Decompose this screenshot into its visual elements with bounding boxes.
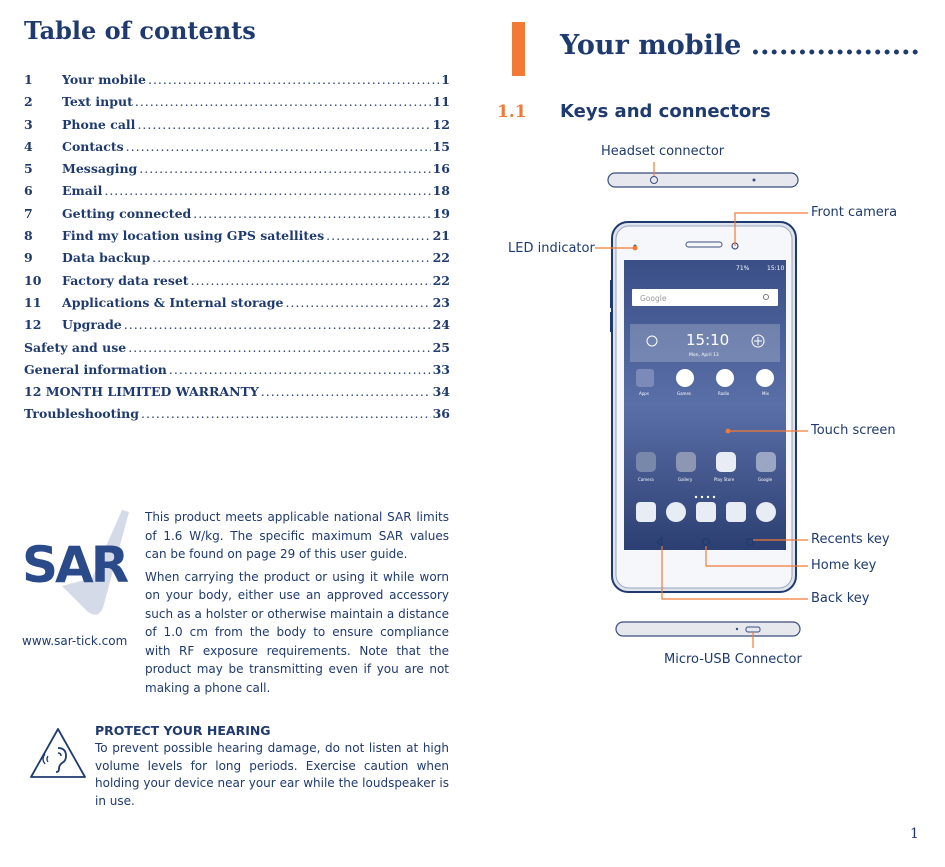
toc-entry-page: 1 — [441, 72, 450, 87]
toc-entry-number: 5 — [24, 161, 33, 177]
toc-entry[interactable] — [24, 117, 450, 139]
label-headset-connector: Headset connector — [601, 144, 725, 159]
toc-entry[interactable] — [24, 317, 450, 339]
toc-entry-page: 12 — [432, 116, 450, 132]
phone-bottom-edge — [616, 622, 800, 636]
label-home-key: Home key — [811, 558, 877, 573]
toc-entry-page: 24 — [432, 317, 450, 333]
toc-entry-title: Upgrade — [62, 317, 122, 333]
toc-leader-dots — [128, 340, 430, 355]
toc-entry-page: 22 — [432, 272, 450, 288]
toc-entry-number: 6 — [24, 183, 33, 199]
toc-entry-title: General information — [24, 361, 167, 377]
toc-entry-page: 11 — [432, 94, 450, 110]
svg-text:Mon, April 13: Mon, April 13 — [689, 353, 719, 358]
toc-entry-page: 22 — [432, 250, 450, 266]
toc-entry-number: 4 — [24, 138, 33, 154]
toc-entry-page: 15 — [432, 138, 450, 154]
toc-entry[interactable] — [24, 273, 450, 295]
sar-url: www.sar-tick.com — [22, 634, 128, 648]
toc-entry-title: Safety and use — [24, 339, 127, 355]
toc-entry-number: 3 — [24, 116, 33, 132]
toc-leader-dots — [126, 139, 431, 154]
toc-entry[interactable] — [24, 228, 450, 250]
toc-entry[interactable] — [24, 183, 450, 205]
svg-text:Camera: Camera — [638, 477, 654, 482]
svg-text:Gallery: Gallery — [678, 477, 693, 482]
toc-entry-page: 25 — [432, 339, 450, 355]
svg-text:71%: 71% — [736, 265, 750, 272]
toc-leader-dots — [141, 406, 431, 421]
toc-entry-title: Phone call — [62, 116, 136, 132]
svg-text:Play Store: Play Store — [714, 477, 735, 482]
toc-leader-dots — [285, 295, 430, 310]
toc-leader-dots — [326, 228, 430, 243]
section-title: Keys and connectors — [560, 101, 771, 122]
svg-text:Radio: Radio — [718, 391, 730, 396]
toc-entry-title: Messaging — [62, 161, 138, 177]
phone-body — [610, 222, 796, 592]
toc-entry[interactable] — [24, 406, 450, 428]
toc-entry-title: Getting connected — [62, 205, 192, 221]
label-front-camera: Front camera — [811, 205, 898, 220]
toc-entry-title: Text input — [62, 94, 133, 110]
sar-tick-logo — [22, 508, 144, 626]
svg-text:Games: Games — [677, 391, 691, 396]
sar-notice — [145, 508, 449, 701]
sar-paragraph-2: When carrying the product or using it while worn on your body, either use an approved accessory such as a holster or otherwise maintain a distance of 1.0 cm from the body to ensure compliance with RF exposure requirements. Note that the product may be transmitting even if you are not making a phone call. — [145, 569, 449, 695]
toc-entry-number: 11 — [24, 294, 42, 310]
toc-entry-title: Email — [62, 183, 103, 199]
svg-text:Mix: Mix — [762, 391, 769, 396]
svg-text:15:10: 15:10 — [686, 331, 730, 349]
toc-entry-title: Your mobile — [62, 72, 146, 87]
toc-entry-page: 34 — [432, 384, 450, 400]
toc-entry-page: 19 — [432, 205, 450, 221]
sar-paragraph-1: This product meets applicable national SAR limits of 1.6 W/kg. The specific maximum SAR values can be found on page 29 of this user guide. — [145, 510, 449, 561]
toc-entry-number: 1 — [24, 72, 33, 87]
toc-entry-page: 16 — [432, 161, 450, 177]
toc-entry-title: Contacts — [62, 138, 124, 154]
toc-entry[interactable] — [24, 139, 450, 161]
toc-entry[interactable] — [24, 94, 450, 116]
label-back-key: Back key — [811, 591, 870, 606]
toc-entry-number: 7 — [24, 205, 33, 221]
toc-entry-page: 36 — [432, 406, 450, 422]
section-number: 1.1 — [497, 102, 527, 122]
chapter-title: Your mobile .................. — [560, 30, 920, 61]
svg-text:15:10: 15:10 — [767, 265, 785, 272]
toc-entry-title: Find my location using GPS satellites — [62, 228, 325, 244]
toc-entry-page: 21 — [432, 228, 450, 244]
toc-entry-number: 10 — [24, 272, 42, 288]
toc-leader-dots — [104, 183, 430, 198]
label-recents-key: Recents key — [811, 532, 890, 547]
toc-leader-dots — [148, 72, 439, 87]
toc-entry-page: 18 — [432, 183, 450, 199]
chapter-marker-bar — [512, 22, 525, 76]
toc-entry[interactable] — [24, 340, 450, 362]
toc-leader-dots — [261, 384, 431, 399]
sar-logo-text: SAR — [22, 536, 127, 594]
toc-entry-title: Data backup — [62, 250, 151, 266]
toc-leader-dots — [169, 362, 431, 377]
toc-entry[interactable] — [24, 362, 450, 384]
svg-text:Google: Google — [758, 477, 773, 482]
toc-leader-dots — [135, 94, 431, 109]
toc-leader-dots — [152, 250, 430, 265]
toc-entry[interactable] — [24, 161, 450, 183]
svg-text:Google: Google — [640, 294, 667, 303]
toc-leader-dots — [139, 161, 430, 176]
toc-entry-title: Factory data reset — [62, 272, 189, 288]
hearing-warning-icon — [28, 726, 88, 780]
toc-entry-page: 23 — [432, 294, 450, 310]
label-micro-usb-connector: Micro-USB Connector — [664, 652, 802, 667]
toc-leader-dots — [191, 273, 431, 288]
toc-entry-number: 2 — [24, 94, 33, 110]
toc-leader-dots — [193, 206, 430, 221]
toc-entry-number: 8 — [24, 228, 33, 244]
toc-entry-number: 9 — [24, 250, 33, 266]
toc-entry[interactable] — [24, 72, 450, 94]
toc-entry[interactable] — [24, 295, 450, 317]
toc-entry-title: Applications & Internal storage — [62, 294, 284, 310]
toc-list — [24, 72, 450, 429]
toc-entry-number: 12 — [24, 317, 42, 333]
hearing-text: To prevent possible hearing damage, do not listen at high volume levels for long periods. Exercise caution when holding your device near your ear while the loudspeaker is in use. — [95, 741, 449, 808]
label-touch-screen: Touch screen — [811, 423, 896, 438]
label-led-indicator: LED indicator — [508, 241, 595, 256]
toc-entry-title: Troubleshooting — [24, 406, 139, 422]
phone-top-edge — [608, 173, 798, 187]
toc-leader-dots — [124, 317, 431, 332]
toc-entry-page: 33 — [432, 361, 450, 377]
toc-entry[interactable] — [24, 384, 450, 406]
toc-leader-dots — [137, 117, 430, 132]
toc-entry-title: 12 MONTH LIMITED WARRANTY — [24, 384, 259, 400]
page-number: 1 — [910, 826, 919, 842]
toc-entry[interactable] — [24, 206, 450, 228]
toc-title: Table of contents — [24, 16, 256, 45]
hearing-heading: PROTECT YOUR HEARING — [95, 723, 271, 738]
svg-text:Apps: Apps — [639, 391, 649, 396]
toc-entry[interactable] — [24, 250, 450, 272]
